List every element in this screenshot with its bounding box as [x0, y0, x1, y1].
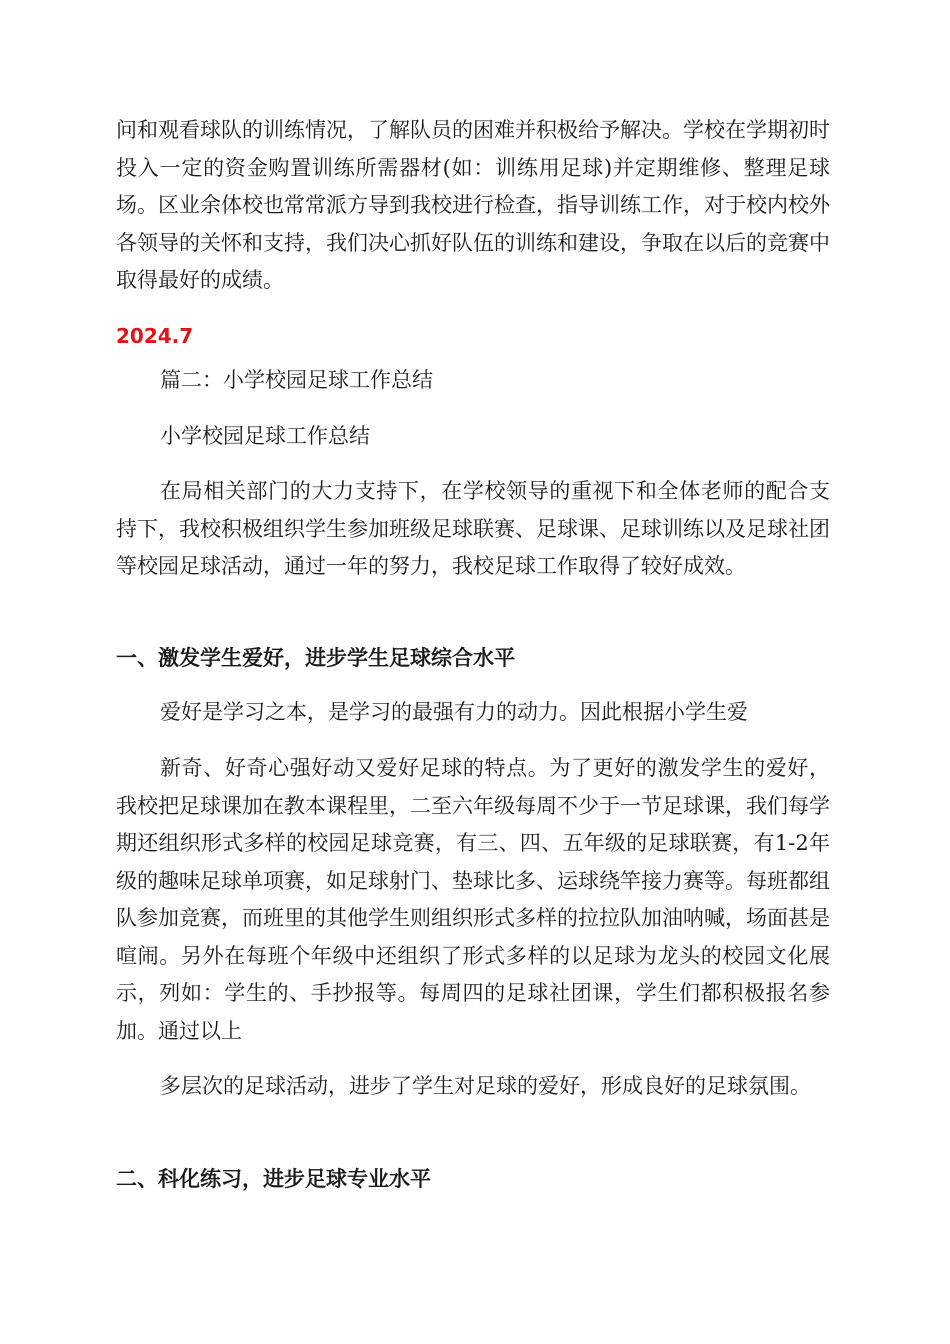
section-1-paragraph-3: 多层次的足球活动，进步了学生对足球的爱好，形成良好的足球氛围。 — [160, 1074, 811, 1098]
section-1-paragraph-2: 新奇、好奇心强好动又爱好足球的特点。为了更好的激发学生的爱好，我校把足球课加在教本课程里，二至六年级每周不少于一节足球课，我们每学期还组织形式多样的校园足球竞赛，有三、四、五年级的足球联赛，有1-2年级的趣味足球单项赛，如足球射门、垫球比多、运球绕竿接力赛等。每班都组队参加竞赛，而班里的其他学生则组织形式多样的拉拉队加油呐喊，场面甚是喧闹。另外在每班个年级中还组织了形式多样的以足球为龙头的校园文化展示，列如：学生的、手抄报等。每周四的足球社团课，学生们都积极报名参加。通过以上 — [116, 756, 830, 1043]
section-1-heading: 一、激发学生爱好，进步学生足球综合水平 — [116, 645, 515, 670]
date-label: 2024.7 — [116, 324, 194, 348]
section-1-paragraph-1: 爱好是学习之本，是学习的最强有力的动力。因此根据小学生爱 — [160, 700, 748, 724]
opening-paragraph: 在局相关部门的大力支持下，在学校领导的重视下和全体老师的配合支持下，我校积极组织学生参加班级足球联赛、足球课、足球训练以及足球社团等校园足球活动，通过一年的努力，我校足球工作取得了较好成效。 — [116, 479, 830, 578]
document-title: 小学校园足球工作总结 — [160, 424, 370, 448]
intro-paragraph: 问和观看球队的训练情况，了解队员的困难并积极给予解决。学校在学期初时投入一定的资金购置训练所需器材(如：训练用足球)并定期维修、整理足球场。区业余体校也常常派方导到我校进行检查，指导训练工作，对于校内校外各领导的关怀和支持，我们决心抓好队伍的训练和建设，争取在以后的竞赛中取得最好的成绩。 — [116, 118, 830, 292]
section-2-heading: 二、科化练习，进步足球专业水平 — [116, 1166, 431, 1191]
part-title: 篇二：小学校园足球工作总结 — [160, 368, 433, 392]
